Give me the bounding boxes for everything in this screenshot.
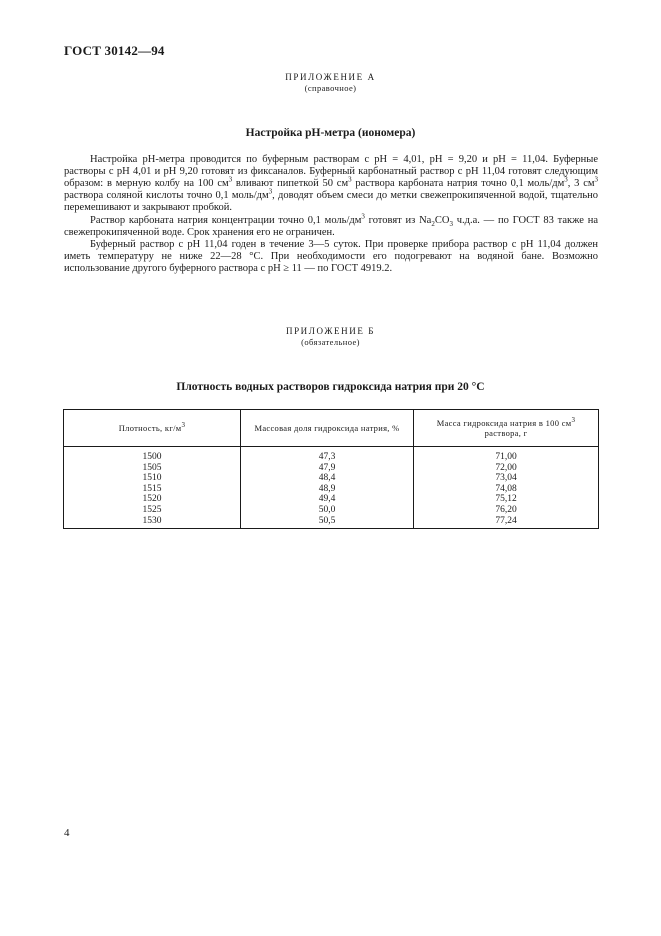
p2-text-c: CO xyxy=(434,215,450,226)
table-row xyxy=(64,505,599,516)
appendix-b-subtitle: (обязательное) xyxy=(301,337,360,347)
cell-mass-naoh: 76,20 xyxy=(414,505,599,516)
cell-mass-naoh: 75,12 xyxy=(414,494,599,505)
table-header-row xyxy=(64,410,599,447)
cell-mass-naoh: 73,04 xyxy=(414,473,599,484)
cell-density: 1515 xyxy=(64,484,241,495)
col1-sup: 3 xyxy=(181,421,186,430)
cell-density: 1510 xyxy=(64,473,241,484)
table-row xyxy=(64,494,599,505)
col1-text: Плотность, кг/м xyxy=(118,423,182,433)
col3-tail: раствора, г xyxy=(484,428,528,438)
p1-text-e: раствора соляной кислоты точно 0,1 моль/дм xyxy=(64,190,269,202)
p1-sup-5: 3 xyxy=(268,187,273,196)
cell-mass-fraction: 48,9 xyxy=(241,484,414,495)
p2-text-d: ч.д.а. — по ГОСТ 83 также на свежепрокипяченной воде. Срок хранения его не ограничен. xyxy=(64,215,598,239)
cell-mass-naoh: 74,08 xyxy=(414,484,599,495)
cell-mass-naoh: 77,24 xyxy=(414,516,599,529)
p1-text-f: , доводят объем смеси до метки свежепрокипяченной водой, тщательно перемешивают и закрывают пробкой. xyxy=(64,190,598,214)
appendix-b-title: ПРИЛОЖЕНИЕ Б xyxy=(285,326,376,336)
p2-sub-2: 3 xyxy=(449,220,453,229)
appendix-a-title: ПРИЛОЖЕНИЕ А xyxy=(285,72,376,82)
cell-density: 1520 xyxy=(64,494,241,505)
table-row xyxy=(64,447,599,463)
p2-text-a: Раствор карбоната натрия концентрации точно 0,1 моль/дм xyxy=(90,215,362,226)
cell-mass-naoh: 72,00 xyxy=(414,463,599,474)
p2-text-b: готовят из Na xyxy=(364,215,432,226)
p1-text-b: вливают пипеткой 50 см xyxy=(232,178,349,190)
cell-mass-fraction: 47,3 xyxy=(241,447,414,463)
col3-sup: 3 xyxy=(571,416,576,425)
p1-sup-1: 3 xyxy=(228,175,233,184)
col-header-mass-naoh xyxy=(414,410,599,447)
table-row xyxy=(64,484,599,495)
p1-text-d: , 3 см xyxy=(567,178,595,190)
table-row xyxy=(64,463,599,474)
cell-mass-fraction: 50,0 xyxy=(241,505,414,516)
cell-density: 1525 xyxy=(64,505,241,516)
p1-sup-2: 3 xyxy=(348,175,352,184)
cell-mass-fraction: 50,5 xyxy=(241,516,414,529)
doc-code: ГОСТ 30142—94 xyxy=(64,43,165,58)
appendix-a-subtitle: (справочное) xyxy=(304,83,357,93)
density-table xyxy=(63,409,599,529)
col-header-density xyxy=(64,410,241,447)
appendix-b-heading: Плотность водных растворов гидроксида натрия при 20 °С xyxy=(176,381,485,393)
cell-mass-fraction: 49,4 xyxy=(241,494,414,505)
col3-text: Масса гидроксида натрия в 100 см xyxy=(436,418,572,428)
p1-sup-4: 3 xyxy=(594,175,598,184)
p2-sub-1: 2 xyxy=(431,220,435,229)
cell-density: 1500 xyxy=(64,447,241,463)
paragraph-ph-setup xyxy=(64,154,598,214)
p1-sup-3: 3 xyxy=(564,175,568,184)
cell-mass-fraction: 47,9 xyxy=(241,463,414,474)
cell-mass-fraction: 48,4 xyxy=(241,473,414,484)
cell-mass-naoh: 71,00 xyxy=(414,447,599,463)
table-row xyxy=(64,473,599,484)
cell-density: 1505 xyxy=(64,463,241,474)
page-number: 4 xyxy=(64,827,70,839)
appendix-a-heading: Настройка рН-метра (иономера) xyxy=(245,127,416,139)
col-header-mass-fraction: Массовая доля гидроксида натрия, % xyxy=(241,410,414,447)
p2-sup-1: 3 xyxy=(361,212,365,221)
paragraph-buffer-shelf-life: Буферный раствор с рН 11,04 годен в течение 3—5 суток. При проверке прибора раствор с рН 11,04 должен иметь температуру не ниже 22—28 °С. При необходимости его подогревают на водяной бане. Возможно использование другого буферного раствора с рН ≥ 11 — по ГОСТ 4919.2. xyxy=(64,239,598,275)
paragraph-sodium-carbonate xyxy=(64,212,598,239)
cell-density: 1530 xyxy=(64,516,241,529)
p1-text-c: раствора карбоната натрия точно 0,1 моль/дм xyxy=(351,178,565,190)
p1-text-a: Настройка рН-метра проводится по буферным растворам с рН = 4,01, рН = 9,20 и рН = 11,04. Буферные растворы с рН 4,01 и рН 9,20 готовят из фиксаналов. Буферный карбонатный раствор с рН 11,04 готовят следующим образом: в мерную колбу на 100 см xyxy=(64,154,598,190)
table-row xyxy=(64,516,599,529)
